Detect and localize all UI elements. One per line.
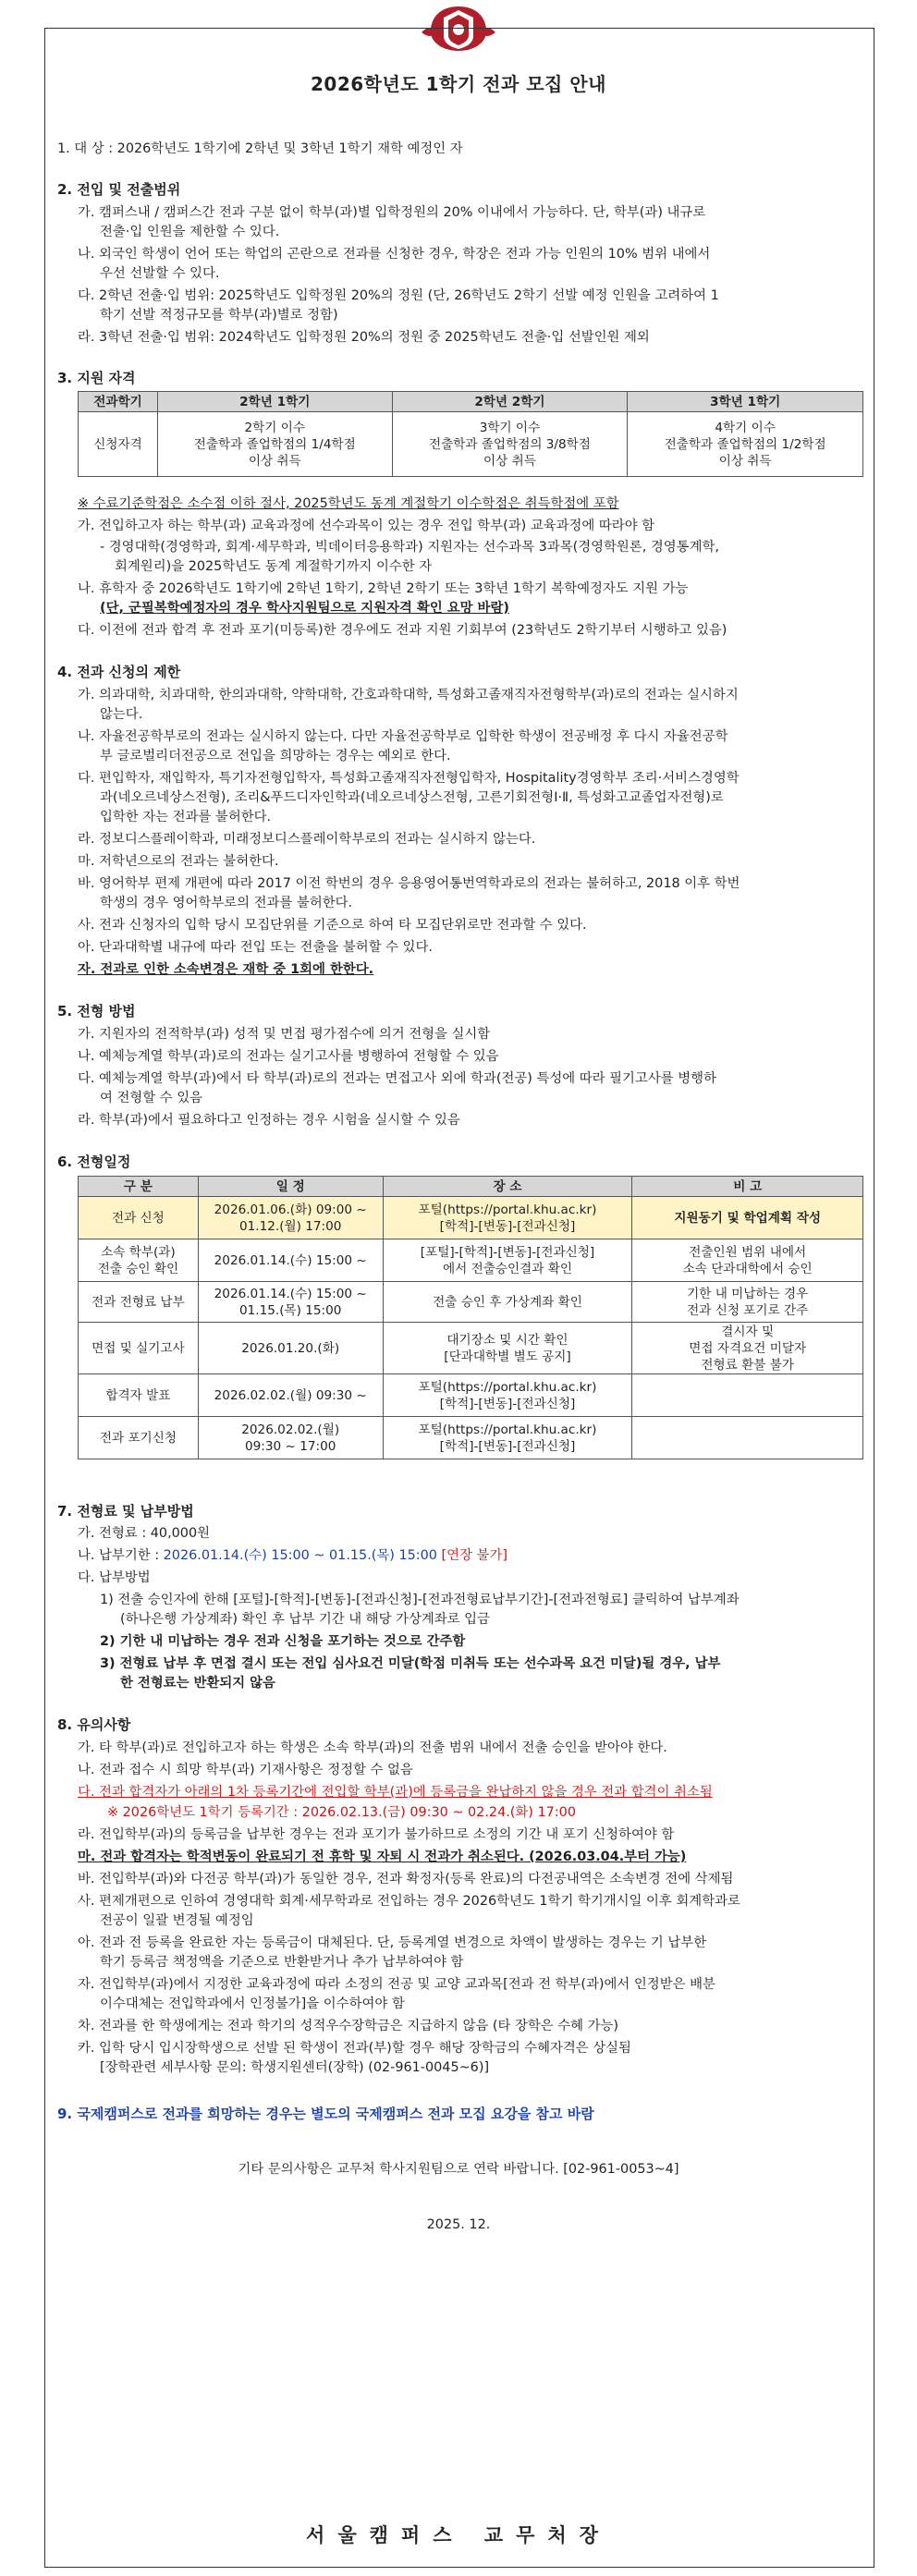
schedule-row — [79, 1282, 863, 1323]
eligibility-header: 전과학기 — [79, 392, 158, 412]
schedule-cell-line: 포털(https://portal.khu.ac.kr) — [418, 1422, 597, 1437]
schedule-stage: 전과 전형료 납부 — [79, 1282, 199, 1323]
schedule-date — [198, 1374, 383, 1417]
text-line: 과(네오르네상스전형), 조리&푸드디자인학과(네오르네상스전형, 고른기회전형Ⅰ·Ⅱ, 특성화고교졸업자전형)로 — [100, 790, 724, 805]
fee-deadline-period: 2026.01.14.(수) 15:00 ~ 01.15.(목) 15:00 — [163, 1548, 437, 1563]
text-line: (하나은행 가상계좌) 확인 후 납부 기간 내 해당 가상계좌로 입금 — [120, 1612, 490, 1627]
schedule-cell-line: 에서 전출승인결과 확인 — [443, 1261, 572, 1276]
text-line: (단, 군필복학예정자의 경우 학사지원팀으로 지원자격 확인 요망 바람) — [100, 601, 509, 616]
schedule-row — [79, 1323, 863, 1374]
eligibility-row-label: 신청자격 — [79, 412, 158, 477]
schedule-cell-line: 전과 신청 포기로 간주 — [687, 1302, 809, 1318]
text-line: 가. 지원자의 전적학부(과) 성적 및 면접 평가점수에 의거 전형을 실시함 — [78, 1027, 491, 1042]
schedule-date — [198, 1323, 383, 1374]
page-title: 2026학년도 1학기 전과 모집 안내 — [311, 73, 606, 95]
schedule-cell-line: 지원동기 및 학업계획 작성 — [674, 1210, 822, 1226]
schedule-cell-line: 01.15.(목) 15:00 — [238, 1302, 342, 1318]
text-line: 우선 선발할 수 있다. — [100, 266, 220, 281]
text-line: 나. 예체능계열 학부(과)로의 전과는 실기고사를 병행하여 전형할 수 있음 — [78, 1049, 499, 1064]
schedule-cell-line: 전출 승인 후 가상계좌 확인 — [433, 1294, 582, 1310]
text-line: 1. 대 상 : 2026학년도 1학기에 2학년 및 3학년 1학기 재학 예정인 자 — [57, 141, 463, 156]
eligibility-cell-line: 4학기 이수 — [715, 420, 776, 435]
schedule-row — [79, 1239, 863, 1282]
schedule-date — [198, 1417, 383, 1459]
text-line: 아. 전과 전 등록을 완료한 자는 등록금이 대체된다. 단, 등록계열 변경으로 차액이 발생하는 경우는 기 납부한 — [78, 1935, 707, 1950]
text-line: 가. 의과대학, 치과대학, 한의과대학, 약학대학, 간호과학대학, 특성화고졸재직자전형학부(과)로의 전과는 실시하지 — [78, 688, 739, 702]
text-line: 이수대체는 전입학과에서 인정불가]을 이수하여야 함 — [100, 1996, 405, 2011]
schedule-row — [79, 1417, 863, 1459]
text-line: 자. 전입학부(과)에서 지정한 교육과정에 따라 소정의 전공 및 교양 교과목[전과 전 학부(과)에서 인정받은 배분 — [78, 1977, 715, 1992]
schedule-header: 비 고 — [632, 1177, 863, 1197]
text-line: 자. 전과로 인한 소속변경은 재학 중 1회에 한한다. — [78, 962, 374, 977]
eligibility-cell — [392, 412, 628, 477]
eligibility-table — [78, 391, 863, 477]
text-line: 여 전형할 수 있음 — [100, 1091, 203, 1105]
schedule-note — [632, 1239, 863, 1282]
eligibility-header: 2학년 1학기 — [157, 392, 392, 412]
text-line: 라. 전입학부(과)의 등록금을 납부한 경우는 전과 포기가 불가하므로 소정의 기간 내 포기 신청하여야 함 — [78, 1827, 675, 1842]
eligibility-cell-line: 이상 취득 — [248, 453, 301, 469]
eligibility-cell-line: 3학기 이수 — [479, 420, 541, 435]
eligibility-cell-line: 전출학과 졸업학점의 3/8학점 — [428, 436, 591, 452]
schedule-cell-line: 전출인원 범위 내에서 — [689, 1244, 807, 1260]
text-line: 마. 저학년으로의 전과는 불허한다. — [78, 854, 279, 869]
text-line: 전공이 일괄 변경될 예정임 — [100, 1913, 254, 1928]
section-heading: 3. 지원 자격 — [57, 370, 136, 386]
eligibility-cell-line: 2학기 이수 — [244, 420, 305, 435]
schedule-cell-line: 2026.01.14.(수) 15:00 ~ — [214, 1252, 367, 1268]
text-line: 학생의 경우 영어학부로의 전과를 불허한다. — [100, 896, 353, 910]
schedule-cell-line: [학적]-[변동]-[전과신청] — [439, 1438, 576, 1454]
schedule-cell-line: [학적]-[변동]-[전과신청] — [439, 1218, 576, 1234]
text-line: 사. 전과 신청자의 입학 당시 모집단위를 기준으로 하여 타 모집단위로만 전과할 수 있다. — [78, 918, 587, 933]
schedule-cell-line: 결시자 및 — [721, 1324, 775, 1339]
text-line: 바. 전입학부(과)와 다전공 학부(과)가 동일한 경우, 전과 확정자(등록 완료)의 다전공내역은 소속변경 전에 삭제됨 — [78, 1872, 734, 1886]
text-line: 가. 타 학부(과)로 전입하고자 하는 학생은 소속 학부(과)의 전출 범위 내에서 전출 승인을 받아야 한다. — [78, 1740, 667, 1755]
schedule-row — [79, 1374, 863, 1417]
text-line: [장학관련 세부사항 문의: 학생지원센터(장학) (02-961-0045~6)] — [100, 2060, 490, 2075]
schedule-header: 구 분 — [79, 1177, 199, 1197]
fee-deadline-line — [0, 1547, 917, 1565]
schedule-place — [383, 1323, 632, 1374]
text-line: 다. 2학년 전출·입 범위: 2025학년도 입학정원 20%의 정원 (단, 26학년도 2학기 선발 예정 인원을 고려하여 1 — [78, 288, 719, 303]
text-line: 카. 입학 당시 입시장학생으로 선발 된 학생이 전과(부)할 경우 해당 장학금의 수혜자격은 상실됨 — [78, 2041, 631, 2056]
text-line: 다. 이전에 전과 합격 후 전과 포기(미등록)한 경우에도 전과 지원 기회부여 (23학년도 2학기부터 시행하고 있음) — [78, 623, 727, 638]
schedule-cell-line: 면접 자격요건 미달자 — [689, 1340, 807, 1356]
schedule-row — [79, 1197, 863, 1239]
schedule-note — [632, 1323, 863, 1374]
schedule-stage: 소속 학부(과) 전출 승인 확인 — [79, 1239, 199, 1282]
text-line: ※ 수료기준학점은 소수점 이하 절사, 2025학년도 동계 계절학기 이수학점은 취득학점에 포함 — [78, 496, 619, 511]
fee-deadline-label: 나. 납부기한 : — [78, 1548, 164, 1563]
schedule-stage: 합격자 발표 — [79, 1374, 199, 1417]
section-heading: 5. 전형 방법 — [57, 1003, 136, 1019]
schedule-cell-line: 소속 단과대학에서 승인 — [682, 1261, 813, 1276]
schedule-cell-line: 01.12.(월) 17:00 — [238, 1218, 342, 1234]
schedule-cell-line: [단과대학별 별도 공지] — [444, 1349, 571, 1364]
text-line: 차. 전과를 한 학생에게는 전과 학기의 성적우수장학금은 지급하지 않음 (타 장학은 수혜 가능) — [78, 2019, 619, 2033]
text-line: 바. 영어학부 편제 개편에 따라 2017 이전 학번의 경우 응용영어통번역학과로의 전과는 불허하고, 2018 이후 학번 — [78, 876, 740, 891]
schedule-cell-line: 2026.02.02.(월) — [241, 1422, 340, 1437]
schedule-cell-line: [포털]-[학적]-[변동]-[전과신청] — [420, 1244, 595, 1260]
text-line: 2025. 12. — [426, 2217, 491, 2232]
eligibility-cell-line: 이상 취득 — [718, 453, 772, 469]
text-line: 한 전형료는 반환되지 않음 — [120, 1676, 275, 1691]
text-line: 다. 편입학자, 재입학자, 특기자전형입학자, 특성화고졸재직자전형입학자, Hospitality경영학부 조리·서비스경영학 — [78, 771, 740, 786]
schedule-table-body — [79, 1177, 863, 1459]
signature: 서울캠퍼스 교무처장 — [306, 2524, 611, 2546]
eligibility-cell-line: 이상 취득 — [483, 453, 536, 469]
text-line: 나. 휴학자 중 2026학년도 1학기에 2학년 1학기, 2학년 2학기 또는 3학년 1학기 복학예정자도 지원 가능 — [78, 581, 689, 596]
schedule-stage: 전과 신청 — [79, 1197, 199, 1239]
schedule-cell-line: 대기장소 및 시간 확인 — [446, 1332, 569, 1348]
text-line: 라. 3학년 전출·입 범위: 2024학년도 입학정원 20%의 정원 중 2025학년도 전출·입 선발인원 제외 — [78, 330, 650, 345]
text-line: 않는다. — [100, 707, 143, 722]
text-line: ※ 2026학년도 1학기 등록기간 : 2026.02.13.(금) 09:30 ~ 02.24.(화) 17:00 — [107, 1805, 576, 1820]
schedule-cell-line: [학적]-[변동]-[전과신청] — [439, 1396, 576, 1411]
text-line: 마. 전과 합격자는 학적변동이 완료되기 전 휴학 및 자퇴 시 전과가 취소된다. (2026.03.04.부터 가능) — [78, 1850, 687, 1864]
schedule-cell-line: 2026.02.02.(월) 09:30 ~ — [214, 1387, 367, 1403]
section-heading: 4. 전과 신청의 제한 — [57, 664, 181, 680]
text-line: 나. 외국인 학생이 언어 또는 학업의 곤란으로 전과를 신청한 경우, 학장은 전과 가능 인원의 10% 범위 내에서 — [78, 247, 711, 262]
schedule-cell-line: 09:30 ~ 17:00 — [245, 1438, 336, 1454]
schedule-stage: 전과 포기신청 — [79, 1417, 199, 1459]
schedule-place — [383, 1282, 632, 1323]
schedule-note — [632, 1282, 863, 1323]
schedule-date — [198, 1197, 383, 1239]
section-heading: 8. 유의사항 — [57, 1716, 131, 1733]
section-heading: 6. 전형일정 — [57, 1154, 131, 1170]
text-line: 입학한 자는 전과를 불허한다. — [100, 810, 272, 824]
text-line: 나. 전과 접수 시 희망 학부(과) 기재사항은 정정할 수 없음 — [78, 1763, 413, 1777]
text-line: 학기 선발 적정규모를 학부(과)별로 정함) — [100, 308, 338, 323]
schedule-cell-line: 2026.01.06.(화) 09:00 ~ — [214, 1202, 367, 1217]
eligibility-header: 2학년 2학기 — [392, 392, 628, 412]
text-line: - 경영대학(경영학과, 회계·세무학과, 빅데이터응용학과) 지원자는 선수과목 3과목(경영학원론, 경영통계학, — [100, 540, 719, 555]
schedule-header-row — [79, 1177, 863, 1197]
schedule-cell-line: 2026.01.14.(수) 15:00 ~ — [214, 1286, 367, 1301]
schedule-note — [632, 1197, 863, 1239]
eligibility-cell-line: 전출학과 졸업학점의 1/2학점 — [664, 436, 826, 452]
text-line: 아. 단과대학별 내규에 따라 전입 또는 전출을 불허할 수 있다. — [78, 940, 433, 955]
text-line: 2) 기한 내 미납하는 경우 전과 신청을 포기하는 것으로 간주함 — [100, 1634, 466, 1649]
text-line: 전출·입 인원을 제한할 수 있다. — [100, 225, 280, 239]
text-line: 다. 예체능계열 학부(과)에서 타 학부(과)로의 전과는 면접고사 외에 학과(전공) 특성에 따라 필기고사를 병행하 — [78, 1071, 716, 1086]
text-line: 3) 전형료 납부 후 면접 결시 또는 전입 심사요건 미달(학점 미취득 또는 선수과목 요건 미달)될 경우, 납부 — [100, 1656, 721, 1671]
schedule-place — [383, 1239, 632, 1282]
schedule-cell-line: 전형료 환불 불가 — [701, 1357, 794, 1373]
schedule-cell-line: 포털(https://portal.khu.ac.kr) — [418, 1379, 597, 1395]
text-line: 1) 전출 승인자에 한해 [포털]-[학적]-[변동]-[전과신청]-[전과전형료납부기간]-[전과전형료] 클릭하여 납부계좌 — [100, 1593, 740, 1607]
text-line: 다. 전과 합격자가 아래의 1차 등록기간에 전입할 학부(과)에 등록금을 완납하지 않을 경우 전과 합격이 취소됨 — [78, 1785, 713, 1800]
eligibility-cell — [157, 412, 392, 477]
schedule-table — [78, 1176, 863, 1459]
text-line: 가. 캠퍼스내 / 캠퍼스간 전과 구분 없이 학부(과)별 입학정원의 20% 이내에서 가능하다. 단, 학부(과) 내규로 — [78, 205, 706, 220]
schedule-cell-line: 2026.01.20.(화) — [241, 1340, 340, 1356]
schedule-cell-line: 기한 내 미납하는 경우 — [687, 1286, 809, 1301]
text-line: 회계원리)을 2025학년도 동계 계절학기까지 이수한 자 — [115, 559, 433, 574]
schedule-header: 장 소 — [383, 1177, 632, 1197]
text-line: 다. 납부방법 — [78, 1570, 151, 1585]
schedule-date — [198, 1282, 383, 1323]
text-line: 라. 학부(과)에서 필요하다고 인정하는 경우 시험을 실시할 수 있음 — [78, 1113, 460, 1128]
schedule-place — [383, 1197, 632, 1239]
schedule-note — [632, 1417, 863, 1459]
text-line: 기타 문의사항은 교무처 학사지원팀으로 연락 바랍니다. [02-961-0053~4] — [238, 2162, 679, 2177]
schedule-note — [632, 1374, 863, 1417]
schedule-header: 일 정 — [198, 1177, 383, 1197]
schedule-stage: 면접 및 실기고사 — [79, 1323, 199, 1374]
text-line: 나. 자율전공학부로의 전과는 실시하지 않는다. 다만 자율전공학부로 입학한 학생이 전공배정 후 다시 자율전공학 — [78, 729, 728, 744]
schedule-date — [198, 1239, 383, 1282]
text-line: 학기 등록금 책정액을 기준으로 반환받거나 추가 납부하여야 함 — [100, 1955, 464, 1970]
eligibility-header: 3학년 1학기 — [628, 392, 863, 412]
schedule-place — [383, 1374, 632, 1417]
text-line: 라. 정보디스플레이학과, 미래정보디스플레이학부로의 전과는 실시하지 않는다. — [78, 832, 536, 847]
section-heading: 7. 전형료 및 납부방법 — [57, 1503, 194, 1520]
text-line: 가. 전형료 : 40,000원 — [78, 1526, 211, 1541]
fee-deadline-note: [연장 불가] — [441, 1548, 507, 1563]
eligibility-cell — [628, 412, 863, 477]
section-heading: 9. 국제캠퍼스로 전과를 희망하는 경우는 별도의 국제캠퍼스 전과 모집 요강을 참고 바람 — [57, 2106, 594, 2122]
section-heading: 2. 전입 및 전출범위 — [57, 181, 181, 198]
schedule-place — [383, 1417, 632, 1459]
eligibility-cell-line: 전출학과 졸업학점의 1/4학점 — [193, 436, 356, 452]
text-line: 부 글로벌리더전공으로 전입을 희망하는 경우는 예외로 한다. — [100, 749, 451, 763]
text-line: 가. 전입하고자 하는 학부(과) 교육과정에 선수과목이 있는 경우 전입 학부(과) 교육과정에 따라야 함 — [78, 519, 655, 533]
text-line: 사. 편제개편으로 인하여 경영대학 회계·세무학과로 전입하는 경우 2026학년도 1학기 학기개시일 이후 회계학과로 — [78, 1894, 740, 1909]
schedule-cell-line: 포털(https://portal.khu.ac.kr) — [418, 1202, 597, 1217]
